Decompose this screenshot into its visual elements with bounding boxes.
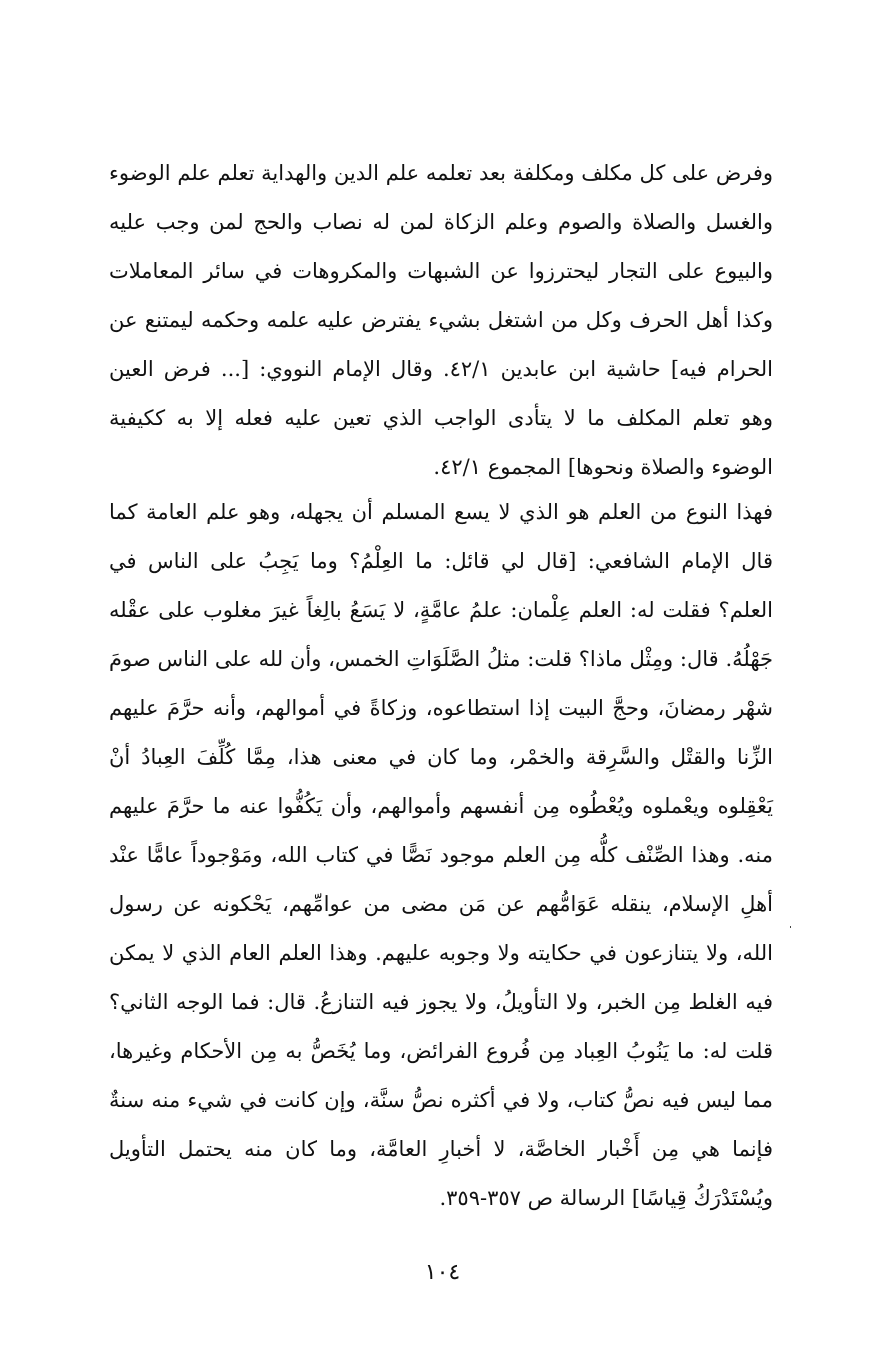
page-number: ١٠٤	[424, 1260, 461, 1285]
margin-mark	[790, 926, 791, 928]
body-text-top	[109, 149, 773, 492]
body-text-bottom	[109, 488, 773, 1223]
paragraph-1: وفرض على كل مكلف ومكلفة بعد تعلمه علم الدين والهداية تعلم علم الوضوء والغسل والصلاة والصوم وعلم الزكاة لمن له نصاب والحج لمن وجب عليه والبيوع على التجار ليحترزوا عن الشبهات والمكروهات في سائر المعاملات وكذا أهل الحرف وكل من اشتغل بشيء يفترض عليه علمه وحكمه ليمتنع عن الحرام فيه] حاشية ابن عابدين ٤٢/١. وقال الإمام النووي: [... فرض العين وهو تعلم المكلف ما لا يتأدى الواجب الذي تعين عليه فعله إلا به ككيفية الوضوء والصلاة ونحوها] المجموع ٤٢/١.	[109, 161, 773, 479]
paragraph-2: فهذا النوع من العلم هو الذي لا يسع المسلم أن يجهله، وهو علم العامة كما قال الإمام الشافعي: [قال لي قائل: ما العِلْمُ؟ وما يَجِبُ على الناس في العلم؟ فقلت له: العلم عِلْمان: علمُ عامَّةٍ، لا يَسَعُ بالِغاً غيرَ مغلوب على عقْله جَهْلُهُ. قال: ومِثْل ماذا؟ قلت: مثلُ الصَّلَوَاتِ الخمس، وأن لله على الناس صومَ شهْر رمضانَ، وحجَّ البيت إذا استطاعوه، وزكاةً في أموالهم، وأنه حرَّمَ عليهم الزِّنا والقتْل والسَّرِقة والخمْر، وما كان في معنى هذا، مِمَّا كُلِّفَ العِبادُ أنْ يَعْقِلوه ويعْملوه ويُعْطُوه مِن أنفسهم وأموالهم، وأن يَكُفُّوا عنه ما حرَّمَ عليهم منه. وهذا الصِّنْف كلُّه مِن العلم موجود نَصًّا في كتاب الله، ومَوْجوداً عامًّا عنْد أهلِ الإسلام، ينقله عَوَامُّهم عن مَن مضى من عوامِّهم، يَحْكونه عن رسول الله، ولا يتنازعون في حكايته ولا وجوبه عليهم. وهذا العلم العام الذي لا يمكن فيه الغلط مِن الخبر، ولا التأويلُ، ولا يجوز فيه التنازعُ. قال: فما الوجه الثاني؟ قلت له: ما يَنُوبُ العِباد مِن فُروع الفرائض، وما يُخَصُّ به مِن الأحكام وغيرها، مما ليس فيه نصُّ كتاب، ولا في أكثره نصُّ سنَّة، وإن كانت في شيء منه سنةٌ فإنما هي مِن أَخْبار الخاصَّة، لا أخبارِ العامَّة، وما كان منه يحتمل التأويل ويُسْتَدْرَكُ قِياسًا] الرسالة ص ٣٥٧-٣٥٩.	[109, 500, 773, 1210]
